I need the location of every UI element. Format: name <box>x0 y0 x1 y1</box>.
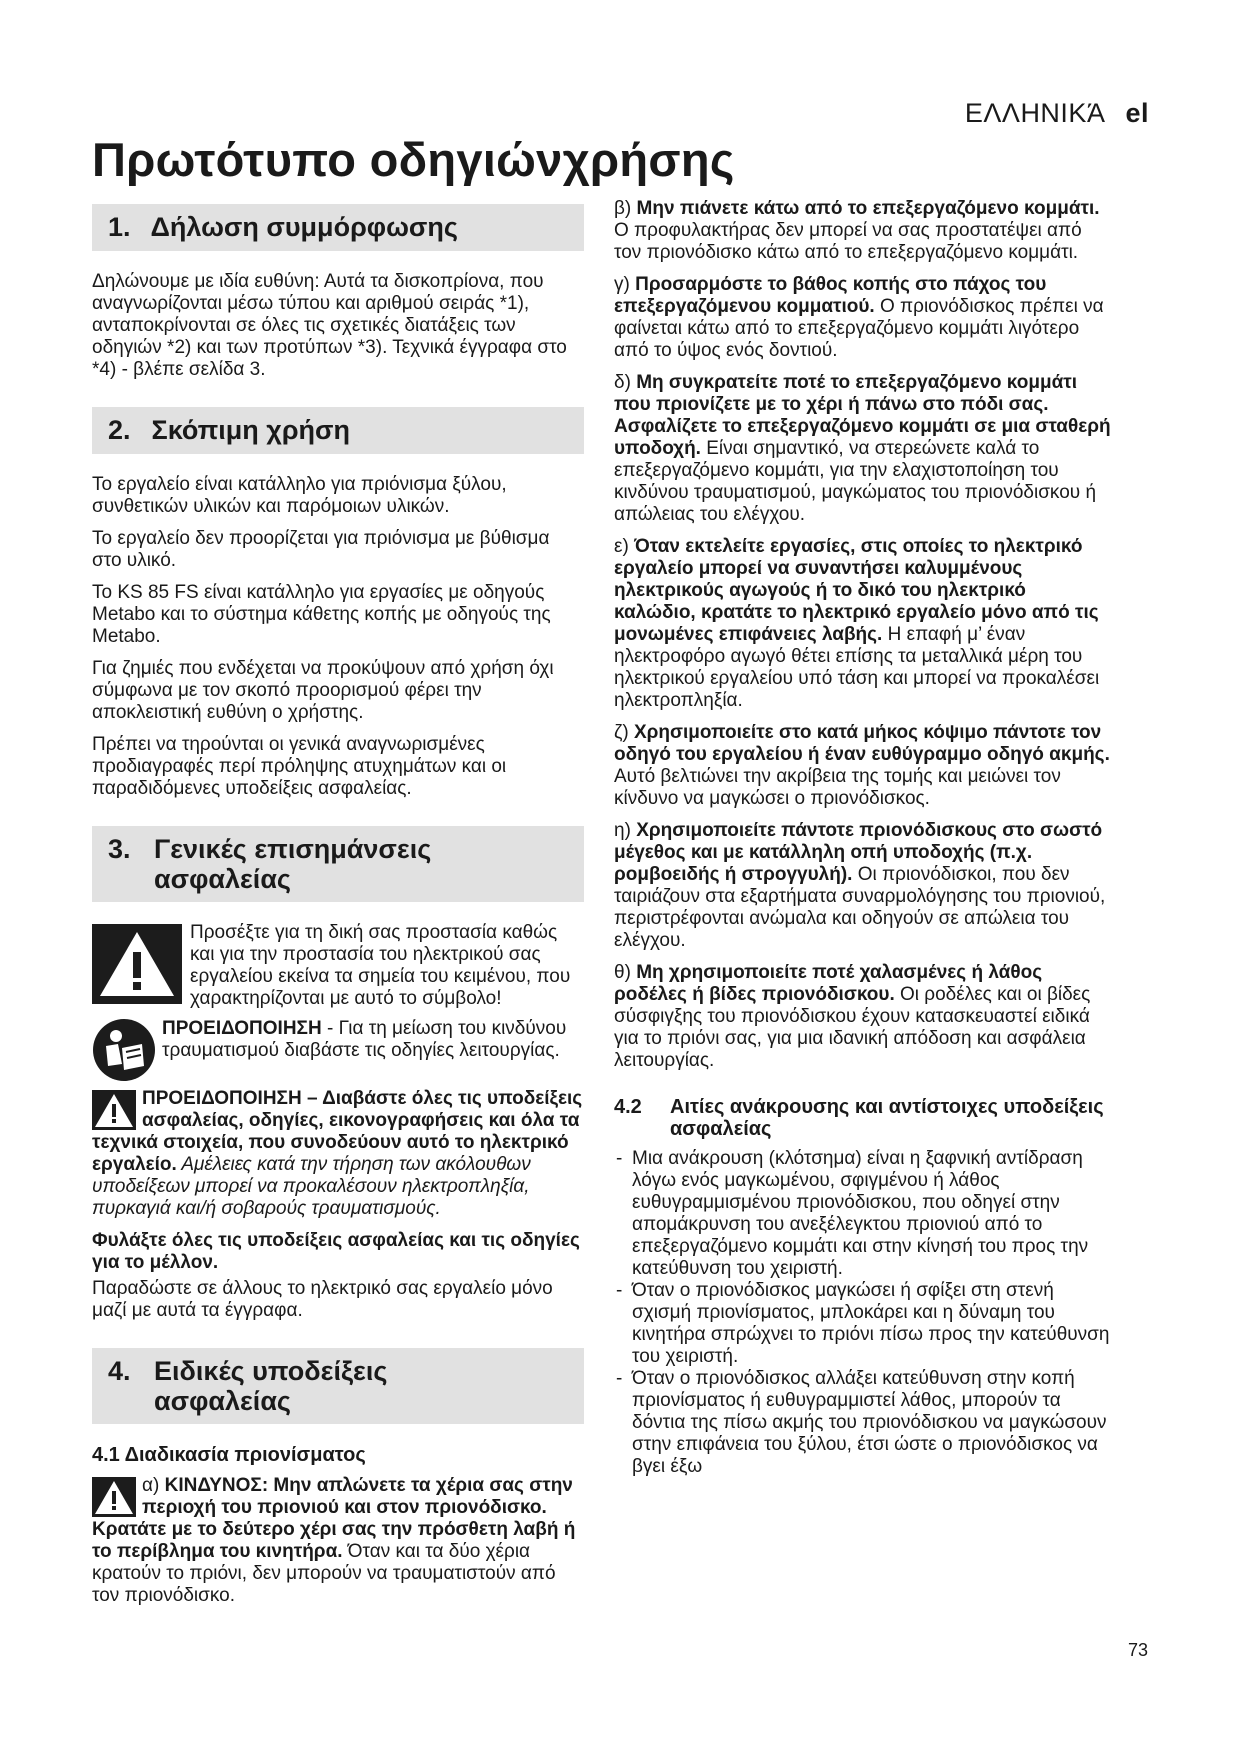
warning-text <box>92 1088 584 1220</box>
language-code: el <box>1125 98 1149 128</box>
attention-block <box>92 922 584 1010</box>
section-1-heading <box>92 204 584 251</box>
section-title-line: Ειδικές υποδείξεις <box>154 1356 388 1386</box>
paragraph: Παραδώστε σε άλλους το ηλεκτρικό σας εργαλείο μόνο μαζί με αυτά τα έγγραφα. <box>92 1278 553 1321</box>
item-prefix: ζ) <box>614 722 634 743</box>
item-text <box>92 1475 584 1607</box>
item-bold: Μη συγκρατείτε ποτέ το επεξεργαζόμενο κομμάτι που πριονίζετε με το χέρι ή πάνω στο πόδι σας. Ασφαλίζετε το επεξεργαζόμενο κομμάτι σε μια σταθερή υποδοχή. <box>614 372 1111 459</box>
item-f <box>614 722 1112 810</box>
list-item: - Μια ανάκρουση (κλότσημα) είναι η ξαφνική αντίδραση λόγω ενός μαγκωμένου, σφιγμένου ή λάθος ευθυγραμμισμένου πριονόδισκου, που οδηγεί στην απομάκρυνση του ανεξέλεγκτου πριονιού από το επεξεργαζόμενο κομμάτι και στην κίνησή του προς την κατεύθυνση του χειριστή. <box>614 1148 1112 1280</box>
item-bold: Χρησιμοποιείτε στο κατά μήκος κόψιμο πάντοτε τον οδηγό του εργαλείου ή έναν ευθύγραμμο οδηγό ακμής. <box>614 722 1110 765</box>
item-body: Οι πριονόδισκοι, που δεν ταιριάζουν στα εξαρτήματα συναρμολόγησης του πριονιού, περιστρέφονται ανώμαλα και οδηγούν σε απώλεια του ελέγχου. <box>614 864 1106 951</box>
item-b <box>614 198 1112 264</box>
item-prefix: θ) <box>614 962 637 983</box>
item-d <box>614 372 1112 526</box>
paragraph: Το εργαλείο είναι κατάλληλο για πριόνισμα ξύλου, συνθετικών υλικών και παρόμοιων υλικών. <box>92 474 507 517</box>
item-bold: Χρησιμοποιείτε πάντοτε πριονόδισκους στο σωστό μέγεθος και με κατάλληλη οπή υποδοχής (π.χ. ρομβοειδής ή στρογγυλή). <box>614 820 1103 885</box>
section-title-line: Γενικές επισημάνσεις <box>154 834 432 864</box>
document-title: Πρωτότυπο οδηγιώνχρήσης <box>92 133 735 186</box>
section-title-line: ασφαλείας <box>154 1386 291 1416</box>
left-column <box>92 204 584 1617</box>
section-title <box>154 1356 387 1416</box>
section-number: 2. <box>108 415 131 445</box>
item-prefix: δ) <box>614 372 637 393</box>
section-2-heading <box>92 407 584 454</box>
warning-text <box>162 1018 584 1062</box>
paragraph: Για ζημιές που ενδέχεται να προκύψουν από χρήση όχι σύμφωνα με τον σκοπό προορισμού φέρει την αποκλειστική ευθύνη ο χρήστης. <box>92 658 554 723</box>
item-prefix: β) <box>614 198 637 219</box>
page-number: 73 <box>1128 1640 1149 1660</box>
keep-instructions <box>92 1230 584 1274</box>
warning-triangle-icon <box>92 924 182 1004</box>
item-prefix: γ) <box>614 274 636 295</box>
declaration-text: Δηλώνουμε με ιδία ευθύνη: Αυτά τα δισκοπρίονα, που αναγνωρίζονται μέσω τύπου και αριθμού σειράς *1), ανταποκρίνονται σε όλες τις σχετικές διατάξεις των οδηγιών *2) και των προτύπων *3). Τεχνικά έγγραφα στο *4) - βλέπε σελίδα 3. <box>92 271 567 380</box>
item-c <box>614 274 1112 362</box>
item-body: Η επαφή μ’ έναν ηλεκτροφόρο αγωγό θέτει επίσης τα μεταλλικά μέρη του ηλεκτρικού εργαλείου υπό τάση και μπορεί να προκαλέσει ηλεκτροπληξία. <box>614 624 1100 711</box>
warning-italic: Αμέλειες κατά την τήρηση των ακόλουθων υποδείξεων μπορεί να προκαλέσουν ηλεκτροπληξία, πυρκαγιά και/ή σοβαρούς τραυματισμούς. <box>92 1154 531 1219</box>
warning-label: ΠΡΟΕΙΔΟΠΟΙΗΣΗ <box>162 1018 322 1039</box>
right-column <box>614 198 1112 1478</box>
section-title: Σκόπιμη χρήση <box>151 415 351 445</box>
warning-triangle-icon <box>92 1090 136 1130</box>
item-prefix: ε) <box>614 536 635 557</box>
item-body: Είναι σημαντικό, να στερεώνετε καλά το επεξεργαζόμενο κομμάτι, για την ελαχιστοποίηση του κινδύνου τραυματισμού, μαγκώματος του πριονόδισκου ή απώλειας του ελέγχου. <box>614 438 1097 525</box>
item-prefix: η) <box>614 820 637 841</box>
item-body: Ο προφυλακτήρας δεν μπορεί να σας προστατέψει από τον πριονόδισκο κάτω από το επεξεργαζόμενο κομμάτι. <box>614 220 1082 263</box>
section-4-heading <box>92 1348 584 1424</box>
item-body: Οι ροδέλες και οι βίδες σύσφιγξης του πριονόδισκου έχουν κατασκευαστεί ειδικά για το πριόνι σας, για μια ιδανική απόδοση και ασφάλεια λειτουργίας. <box>614 984 1091 1071</box>
attention-text: Προσέξτε για τη δική σας προστασία καθώς και για την προστασία του ηλεκτρικού σας εργαλείου εκείνα τα σημεία του κειμένου, που χαρακτηρίζονται με αυτό το σύμβολο! <box>190 922 571 1009</box>
item-bold: Μη χρησιμοποιείτε ποτέ χαλασμένες ή λάθος ροδέλες ή βίδες πριονόδισκου. <box>614 962 1043 1005</box>
item-e <box>614 536 1112 712</box>
subsection-4-2-heading <box>614 1096 1112 1140</box>
section-title-line: ασφαλείας <box>154 864 291 894</box>
subsection-title: Αιτίες ανάκρουσης και αντίστοιχες υποδείξεις ασφαλείας <box>670 1096 1104 1140</box>
section-number: 3. <box>108 834 131 864</box>
item-bold: ΚΙΝΔΥΝΟΣ: Μην απλώνετε τα χέρια σας στην περιοχή του πριονιού και στον πριονόδισκο. Κρατάτε με το δεύτερο χέρι σας την πρόσθετη λαβή ή το περίβλημα του κινητήρα. <box>92 1475 576 1562</box>
section-3-heading <box>92 826 584 902</box>
item-body: Ο πριονόδισκος πρέπει να φαίνεται κάτω από το επεξεργαζόμενο κομμάτι λιγότερο από το ύψος ενός δοντιού. <box>614 296 1104 361</box>
paragraph: Το KS 85 FS είναι κατάλληλο για εργασίες με οδηγούς Metabo και το σύστημα κάθετης κοπής με οδηγούς της Metabo. <box>92 582 551 647</box>
warning-bold: ΠΡΟΕΙΔΟΠΟΙΗΣΗ – Διαβάστε όλες τις υποδείξεις ασφαλείας, οδηγίες, εικονογραφήσεις και όλα τα τεχνικά στοιχεία, που συνοδεύουν αυτό το ηλεκτρικό εργαλείο. <box>92 1088 583 1175</box>
paragraph: Πρέπει να τηρούνται οι γενικά αναγνωρισμένες προδιαγραφές περί πρόληψης ατυχημάτων και οι παραδιδόμενες υποδείξεις ασφαλείας. <box>92 734 507 799</box>
section-number: 1. <box>108 212 131 242</box>
warning-triangle-icon <box>92 1477 136 1517</box>
item-body: Αυτό βελτιώνει την ακρίβεια της τομής και μειώνει τον κίνδυνο να μαγκώσει ο πριονόδισκος. <box>614 766 1061 809</box>
paragraph: Το εργαλείο δεν προορίζεται για πριόνισμα με βύθισμα στο υλικό. <box>92 528 550 571</box>
read-manual-icon <box>92 1018 156 1082</box>
item-prefix: α) <box>142 1475 165 1496</box>
item-g <box>614 820 1112 952</box>
item-h <box>614 962 1112 1072</box>
read-all-warning <box>92 1088 584 1220</box>
subsection-4-1-heading: 4.1 Διαδικασία πριονίσματος <box>92 1444 366 1466</box>
read-manual-warning <box>92 1018 584 1082</box>
item-bold: Προσαρμόστε το βάθος κοπής στο πάχος του επεξεργαζόμενου κομματιού. <box>614 274 1047 317</box>
keep-bold: Φυλάξτε όλες τις υποδείξεις ασφαλείας και τις οδηγίες για το μέλλον. <box>92 1230 580 1273</box>
item-bold: Όταν εκτελείτε εργασίες, στις οποίες το ηλεκτρικό εργαλείο μπορεί να συναντήσει καλυμμένους ηλεκτρικούς αγωγούς ή το δικό του ηλεκτρικό καλώδιο, κρατάτε το ηλεκτρικό εργαλείο μόνο από τις μονωμένες επιφάνειες λαβής. <box>614 536 1099 645</box>
language-label: ΕΛΛΗΝΙΚΆ <box>964 98 1106 128</box>
list-item: - Όταν ο πριονόδισκος μαγκώσει ή σφίξει στη στενή σχισμή πριονίσματος, μπλοκάρει και η δύναμη του κινητήρα σπρώχνει το πριόνι πίσω προς την κατεύθυνση του χειριστή. <box>614 1280 1112 1368</box>
kickback-list <box>614 1148 1112 1478</box>
list-item: - Όταν ο πριονόδισκος αλλάξει κατεύθυνση στην κοπή πριονίσματος ή ευθυγραμμιστεί λάθος, μπορούν τα δόντια της πίσω ακμής του πριονόδισκου να μαγκώσουν στην επιφάνεια του ξύλου, έτσι ώστε ο πριονόδισκος να βγει έξω <box>614 1368 1112 1478</box>
section-title: Δήλωση συμμόρφωσης <box>150 212 458 242</box>
item-bold: Μην πιάνετε κάτω από το επεξεργαζόμενο κομμάτι. <box>636 198 1100 219</box>
subsection-number: 4.2 <box>614 1096 642 1118</box>
danger-item-a <box>92 1475 584 1607</box>
warning-body: - Για τη μείωση του κινδύνου τραυματισμού διαβάστε τις οδηγίες λειτουργίας. <box>162 1018 567 1061</box>
section-number: 4. <box>108 1356 131 1386</box>
section-title <box>154 834 431 894</box>
language-header <box>965 98 1149 129</box>
item-body: Όταν και τα δύο χέρια κρατούν το πριόνι, δεν μπορούν να τραυματιστούν από τον πριονόδισκο. <box>92 1541 556 1606</box>
